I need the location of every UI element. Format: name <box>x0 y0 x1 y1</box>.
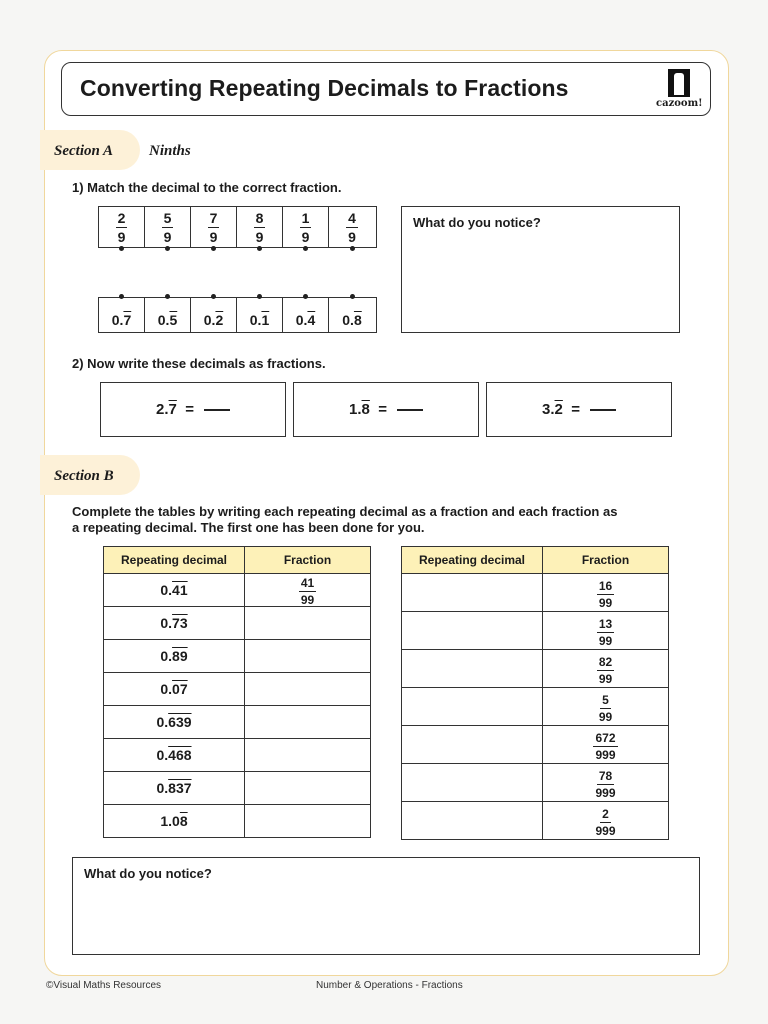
decimal-cell[interactable]: 0.5 <box>145 298 191 332</box>
match-dot[interactable] <box>303 246 308 251</box>
section-b-label: Section B <box>54 468 114 484</box>
match-dot[interactable] <box>303 294 308 299</box>
section-b-instruction-2: a repeating decimal. The first one has been done for you. <box>72 520 425 535</box>
fraction-value <box>543 650 669 688</box>
fraction-answer-cell[interactable] <box>245 772 371 805</box>
decimal-cell[interactable]: 0.1 <box>237 298 283 332</box>
match-dot[interactable] <box>119 246 124 251</box>
match-dot[interactable] <box>350 294 355 299</box>
section-a-label: Section A <box>54 143 114 159</box>
logo-text: cazoom! <box>656 98 703 109</box>
fraction-row <box>98 206 377 248</box>
decimal-answer-cell[interactable] <box>402 650 543 688</box>
fraction: $\frac{16}{99}$ <box>598 578 613 610</box>
fraction-answer-cell[interactable] <box>245 706 371 739</box>
match-dot[interactable] <box>165 246 170 251</box>
decimal-answer-cell[interactable] <box>402 726 543 764</box>
decimal-value: 0.73 <box>104 607 245 640</box>
table-row <box>104 574 371 607</box>
decimal-value: 1.08 <box>104 805 245 838</box>
equation-box[interactable]: 3. 2 = <box>486 382 672 437</box>
fraction: $\frac{5}{9}$ <box>163 209 172 245</box>
match-dot[interactable] <box>257 294 262 299</box>
fraction-value <box>543 612 669 650</box>
table-row <box>104 772 371 805</box>
fraction: $\frac{7}{9}$ <box>209 209 218 245</box>
fraction-answer-cell[interactable] <box>245 739 371 772</box>
table-row <box>402 650 669 688</box>
decimal-answer-cell[interactable] <box>402 574 543 612</box>
decimal-cell[interactable]: 0.7 <box>99 298 145 332</box>
fraction: $\frac{2}{9}$ <box>117 209 126 245</box>
column-header: Fraction <box>245 547 371 574</box>
fraction-value <box>543 574 669 612</box>
fraction: $\frac{13}{99}$ <box>598 616 613 648</box>
decimal-cell[interactable]: 0.4 <box>283 298 329 332</box>
decimal-value: 0.07 <box>104 673 245 706</box>
table-row <box>402 802 669 840</box>
table-row <box>104 739 371 772</box>
match-dot[interactable] <box>350 246 355 251</box>
decimal-answer-cell[interactable] <box>402 802 543 840</box>
fraction-answer-cell[interactable] <box>245 574 371 607</box>
decimal-answer-cell[interactable] <box>402 688 543 726</box>
match-dot[interactable] <box>119 294 124 299</box>
fraction-cell[interactable] <box>99 207 145 247</box>
section-b-instruction-1: Complete the tables by writing each repeating decimal as a fraction and each fraction as <box>72 504 618 519</box>
table-row <box>104 805 371 838</box>
footer-center: Number & Operations - Fractions <box>316 980 463 991</box>
equation-box[interactable]: 2. 7 = <box>100 382 286 437</box>
fraction: $\frac{41}{99}$ <box>300 576 315 607</box>
fraction-cell[interactable] <box>283 207 329 247</box>
notice-box-a[interactable] <box>401 206 680 333</box>
fraction: $\frac{82}{99}$ <box>598 654 613 686</box>
table-row <box>104 706 371 739</box>
answer-line[interactable] <box>590 409 616 411</box>
decimal-answer-cell[interactable] <box>402 764 543 802</box>
fraction-answer-cell[interactable] <box>245 805 371 838</box>
fraction: $\frac{5}{99}$ <box>598 692 613 724</box>
table-row <box>104 607 371 640</box>
notice-label: What do you notice? <box>413 215 541 230</box>
decimal-value: 0.837 <box>104 772 245 805</box>
fraction: $\frac{78}{999}$ <box>595 768 616 800</box>
fraction-value <box>543 764 669 802</box>
fraction-value <box>543 802 669 840</box>
table-row <box>402 726 669 764</box>
fraction-cell[interactable] <box>145 207 191 247</box>
notice-label: What do you notice? <box>84 866 212 881</box>
fraction: $\frac{672}{999}$ <box>595 730 616 762</box>
decimal-value: 0.639 <box>104 706 245 739</box>
match-dot[interactable] <box>257 246 262 251</box>
match-dot[interactable] <box>165 294 170 299</box>
column-header: Fraction <box>543 547 669 574</box>
fraction-answer-cell[interactable] <box>245 640 371 673</box>
table-row <box>402 574 669 612</box>
decimal-to-fraction-table <box>103 546 371 838</box>
notice-box-b[interactable] <box>72 857 700 955</box>
equation-box[interactable]: 1. 8 = <box>293 382 479 437</box>
page-title: Converting Repeating Decimals to Fractions <box>80 75 569 101</box>
decimal-answer-cell[interactable] <box>402 612 543 650</box>
logo-icon <box>668 69 690 97</box>
fraction-value <box>543 726 669 764</box>
decimal-row <box>98 297 377 333</box>
table-row <box>104 673 371 706</box>
fraction-value <box>543 688 669 726</box>
decimal-value: 0.468 <box>104 739 245 772</box>
title-banner <box>61 62 711 116</box>
fraction: $\frac{8}{9}$ <box>255 209 264 245</box>
question-1-text: 1) Match the decimal to the correct fraction. <box>72 180 342 195</box>
answer-line[interactable] <box>204 409 230 411</box>
footer-left: ©Visual Maths Resources <box>46 980 162 991</box>
decimal-cell[interactable]: 0.2 <box>191 298 237 332</box>
fraction-answer-cell[interactable] <box>245 673 371 706</box>
fraction-cell[interactable] <box>191 207 237 247</box>
column-header: Repeating decimal <box>104 547 245 574</box>
table-row <box>402 764 669 802</box>
fraction-to-decimal-table <box>401 546 669 840</box>
section-a-subtitle: Ninths <box>149 143 191 159</box>
table-row <box>402 688 669 726</box>
answer-line[interactable] <box>397 409 423 411</box>
question-2-text: 2) Now write these decimals as fractions. <box>72 356 326 371</box>
decimal-value: 0.41 <box>104 574 245 607</box>
decimal-cell[interactable]: 0.8 <box>329 298 375 332</box>
column-header: Repeating decimal <box>402 547 543 574</box>
cazoom-logo <box>656 69 702 111</box>
table-row <box>402 612 669 650</box>
decimal-value: 0.89 <box>104 640 245 673</box>
fraction-cell[interactable] <box>329 207 375 247</box>
fraction-cell[interactable] <box>237 207 283 247</box>
match-dot[interactable] <box>211 246 216 251</box>
fraction: $\frac{2}{999}$ <box>595 806 616 838</box>
fraction: $\frac{4}{9}$ <box>348 209 356 245</box>
table-row <box>104 640 371 673</box>
fraction: $\frac{1}{9}$ <box>301 209 310 245</box>
fraction-answer-cell[interactable] <box>245 607 371 640</box>
match-dot[interactable] <box>211 294 216 299</box>
